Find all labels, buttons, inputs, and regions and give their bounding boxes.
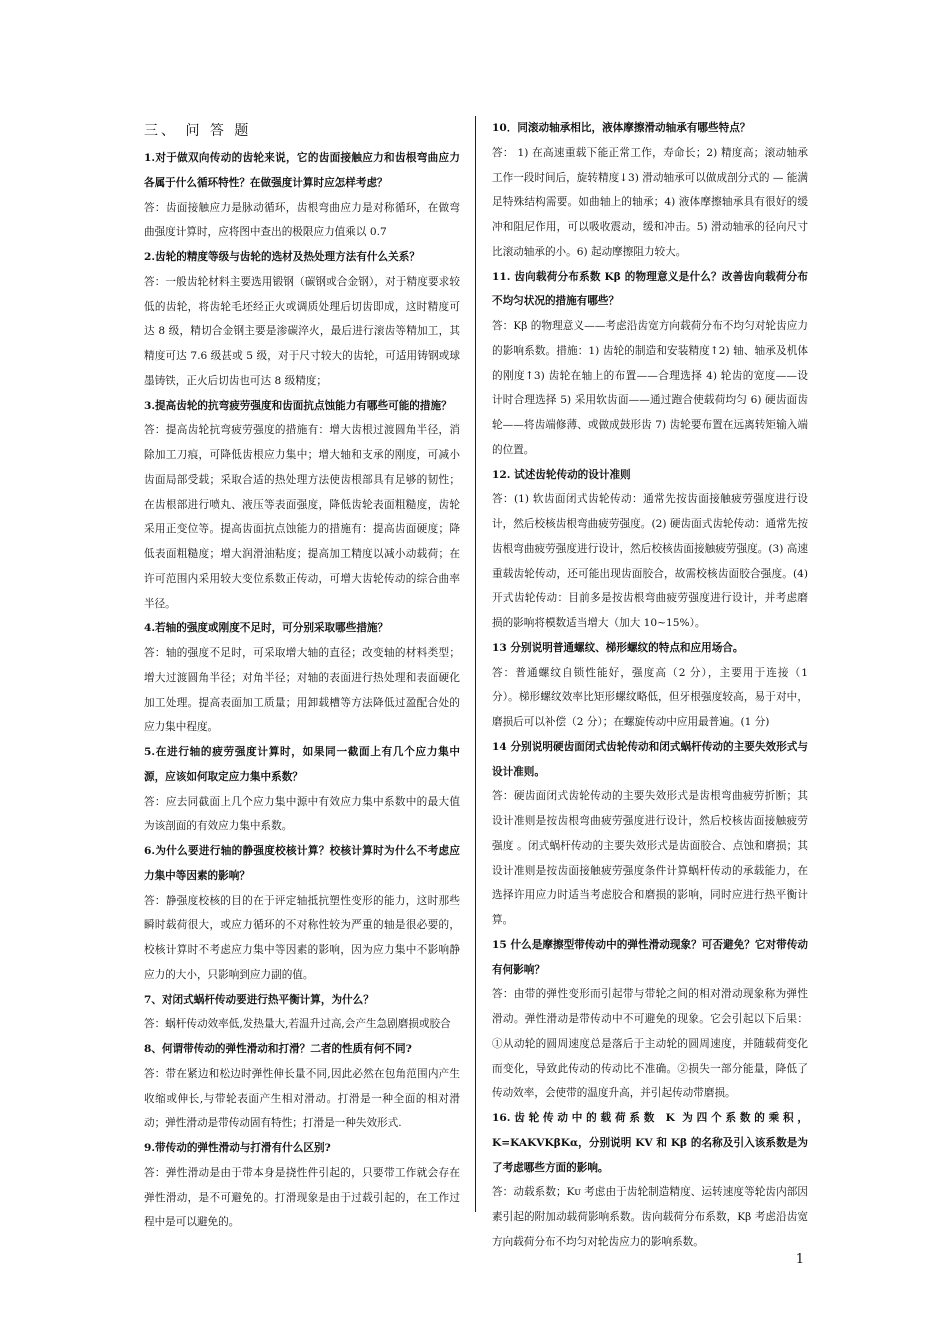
question-11: 11. 齿向载荷分布系数 Kβ 的物理意义是什么？改善齿向载荷分布不均匀状况的措施有哪些？: [492, 270, 808, 308]
question-4: 4.若轴的强度或刚度不足时，可分别采取哪些措施？: [144, 622, 389, 635]
question-3: 3.提高齿轮的抗弯疲劳强度和齿面抗点蚀能力有哪些可能的措施？: [144, 399, 452, 412]
answer-16: 答：动载系数；Kᴜ 考虑由于齿轮制造精度、运转速度等轮齿内部因素引起的附加动载荷影响系数。齿向载荷分布系数，Kβ 考虑沿齿宽方向载荷分布不均匀对轮齿应力的影响系数。: [492, 1186, 808, 1248]
answer-15: 答：由带的弹性变形而引起带与带轮之间的相对滑动现象称为弹性滑动。弹性滑动是带传动中不可避免的现象。它会引起以下后果：①从动轮的圆周速度总是落后于主动轮的圆周速度，并随载荷变化而变化，导致此传动的传动比不准确。②损失一部分能量，降低了传动效率，会使带的温度升高，并引起传动带磨损。: [492, 988, 808, 1100]
answer-13: 答：普通螺纹自锁性能好，强度高（2 分），主要用于连接（1 分）。梯形螺纹效率比矩形螺纹略低，但牙根强度较高，易于对中，磨损后可以补偿（2 分）；在螺旋传动中应用最普遍。(1 分): [492, 666, 808, 728]
left-column: [144, 116, 460, 1235]
answer-12: 答：(1) 软齿面闭式齿轮传动：通常先按齿面接触疲劳强度进行设计，然后校核齿根弯曲疲劳强度。(2) 硬齿面式齿轮传动：通常先按齿根弯曲疲劳强度进行设计，然后校核齿面接触疲劳强度。(3) 高速重载齿轮传动，还可能出现齿面胶合，故需校核齿面胶合强度。(4) 开式齿轮传动：目前多是按齿根弯曲疲劳强度进行设计，并考虑磨损的影响将模数适当增大（加大 10~15%）。: [492, 493, 808, 629]
answer-3: 答：提高齿轮抗弯疲劳强度的措施有：增大齿根过渡圆角半径，消除加工刀痕，可降低齿根应力集中；增大轴和支承的刚度，可减小齿面局部受载；采取合适的热处理方法使齿根部具有足够的韧性；在齿根部进行喷丸、液压等表面强度，降低齿轮表面粗糙度，齿轮采用正变位等。提高齿面抗点蚀能力的措施有：提高齿面硬度；降低表面粗糙度；增大润滑油粘度；提高加工精度以减小动载荷；在许可范围内采用较大变位系数正传动，可增大齿轮传动的综合曲率半径。: [144, 424, 460, 610]
question-16: 16.齿轮传动中的载荷系数 K 为四个系数的乘积，K=KAKVKβKα，分别说明 KV 和 Kβ 的名称及引入该系数是为了考虑哪些方面的影响。: [492, 1112, 808, 1174]
answer-6: 答：静强度校核的目的在于评定轴抵抗塑性变形的能力，这时那些瞬时载荷很大，或应力循环的不对称性较为严重的轴是很必要的，校核计算时不考虑应力集中等因素的影响，因为应力集中不影响静应力的大小，只影响到应力副的值。: [144, 894, 460, 981]
answer-2: 答：一般齿轮材料主要选用锻钢（碳钢或合金钢），对于精度要求较低的齿轮，将齿轮毛坯经正火或调质处理后切齿即成，这时精度可达 8 级，精切合金钢主要是渗碳淬火，最后进行滚齿等精加工，其精度可达 7.6 级甚或 5 级，对于尺寸较大的齿轮，可适用铸钢或球墨铸铁，正火后切齿也可达 8 级精度；: [144, 275, 460, 387]
question-1: 1.对于做双向传动的齿轮来说，它的齿面接触应力和齿根弯曲应力各属于什么循环特性？在做强度计算时应怎样考虑？: [144, 152, 460, 189]
answer-1: 答：齿面接触应力是脉动循环，齿根弯曲应力是对称循环，在做弯曲强度计算时，应将图中查出的极限应力值乘以 0.7: [144, 201, 460, 239]
question-8: 8、何谓带传动的弹性滑动和打滑？二者的性质有何不同?: [144, 1043, 412, 1055]
section-title: 三、 问 答 题: [144, 123, 252, 139]
question-10: 10．同滚动轴承相比，液体摩擦滑动轴承有哪些特点？: [492, 122, 751, 134]
question-12: 12. 试述齿轮传动的设计准则: [492, 468, 631, 481]
answer-5: 答：应去同截面上几个应力集中源中有效应力集中系数中的最大值为该剖面的有效应力集中系数。: [144, 795, 460, 833]
answer-9: 答：弹性滑动是由于带本身是挠性件引起的，只要带工作就会存在弹性滑动，是不可避免的。打滑现象是由于过载引起的，在工作过程中是可以避免的。: [144, 1166, 460, 1229]
question-15: 15 什么是摩擦型带传动中的弹性滑动现象？可否避免？它对带传动有何影响？: [492, 938, 808, 976]
answer-10: 答： 1) 在高速重载下能正常工作，寿命长；2) 精度高；滚动轴承工作一段时间后，旋转精度↓3) 滑动轴承可以做成剖分式的 — 能满足特殊结构需要。如曲轴上的轴承；4) 液体摩擦轴承具有很好的缓冲和阻尼作用，可以吸收震动，缓和冲击。5) 滑动轴承的径向尺寸比滚动轴承的小。6) 起动摩擦阻力较大。: [492, 146, 808, 258]
answer-14: 答：硬齿面闭式齿轮传动的主要失效形式是齿根弯曲疲劳折断；其设计准则是按齿根弯曲疲劳强度进行设计，然后校核齿面接触疲劳强度 。闭式蜗杆传动的主要失效形式是齿面胶合、点蚀和磨损；其设计准则是按齿面接触疲劳强度条件计算蜗杆传动的承载能力，在选择许用应力时适当考虑胶合和磨损的影响，同时应进行热平衡计算。: [492, 790, 808, 926]
question-6: 6.为什么要进行轴的静强度校核计算？校核计算时为什么不考虑应力集中等因素的影响？: [144, 845, 460, 882]
page-number: 1: [795, 1252, 804, 1267]
answer-7: 答：蜗杆传动效率低,发热量大,若温升过高,会产生急剧磨损或胶合: [144, 1018, 451, 1031]
column-divider: [475, 116, 476, 1212]
question-2: 2.齿轮的精度等级与齿轮的选材及热处理方法有什么关系？: [144, 251, 420, 263]
question-9: 9.带传动的弹性滑动与打滑有什么区别?: [144, 1142, 331, 1154]
answer-11: 答：Kβ 的物理意义——考虑沿齿宽方向载荷分布不均匀对轮齿应力的影响系数。措施：1) 齿轮的制造和安装精度↑2) 轴、轴承及机体的刚度↑3) 齿轮在轴上的布置——合理选择 4) 轮齿的宽度——设计时合理选择 5) 采用软齿面——通过跑合使载荷均匀 6) 硬齿面齿轮——将齿端修薄、或做成鼓形齿 7) 齿轮要布置在远离转矩输入端的位置。: [492, 320, 808, 456]
question-7: 7、对闭式蜗杆传动要进行热平衡计算，为什么？: [144, 993, 374, 1006]
question-5: 5.在进行轴的疲劳强度计算时，如果同一截面上有几个应力集中源，应该如何取定应力集中系数？: [144, 746, 460, 783]
right-column: [492, 116, 808, 1255]
question-14: 14 分别说明硬齿面闭式齿轮传动和闭式蜗杆传动的主要失效形式与设计准则。: [492, 740, 808, 778]
answer-4: 答：轴的强度不足时，可采取增大轴的直径；改变轴的材料类型；增大过渡圆角半径；对角半径；对轴的表面进行热处理和表面硬化加工处理。提高表面加工质量；用卸载槽等方法降低过盈配合处的应力集中程度。: [144, 647, 460, 734]
question-13: 13 分别说明普通螺纹、梯形螺纹的特点和应用场合。: [492, 641, 744, 654]
answer-8: 答：带在紧边和松边时弹性伸长量不同,因此必然在包角范围内产生收缩或伸长,与带轮表面产生相对滑动。打滑是一种全面的相对滑动；弹性滑动是带传动固有特性；打滑是一种失效形式.: [144, 1067, 460, 1130]
